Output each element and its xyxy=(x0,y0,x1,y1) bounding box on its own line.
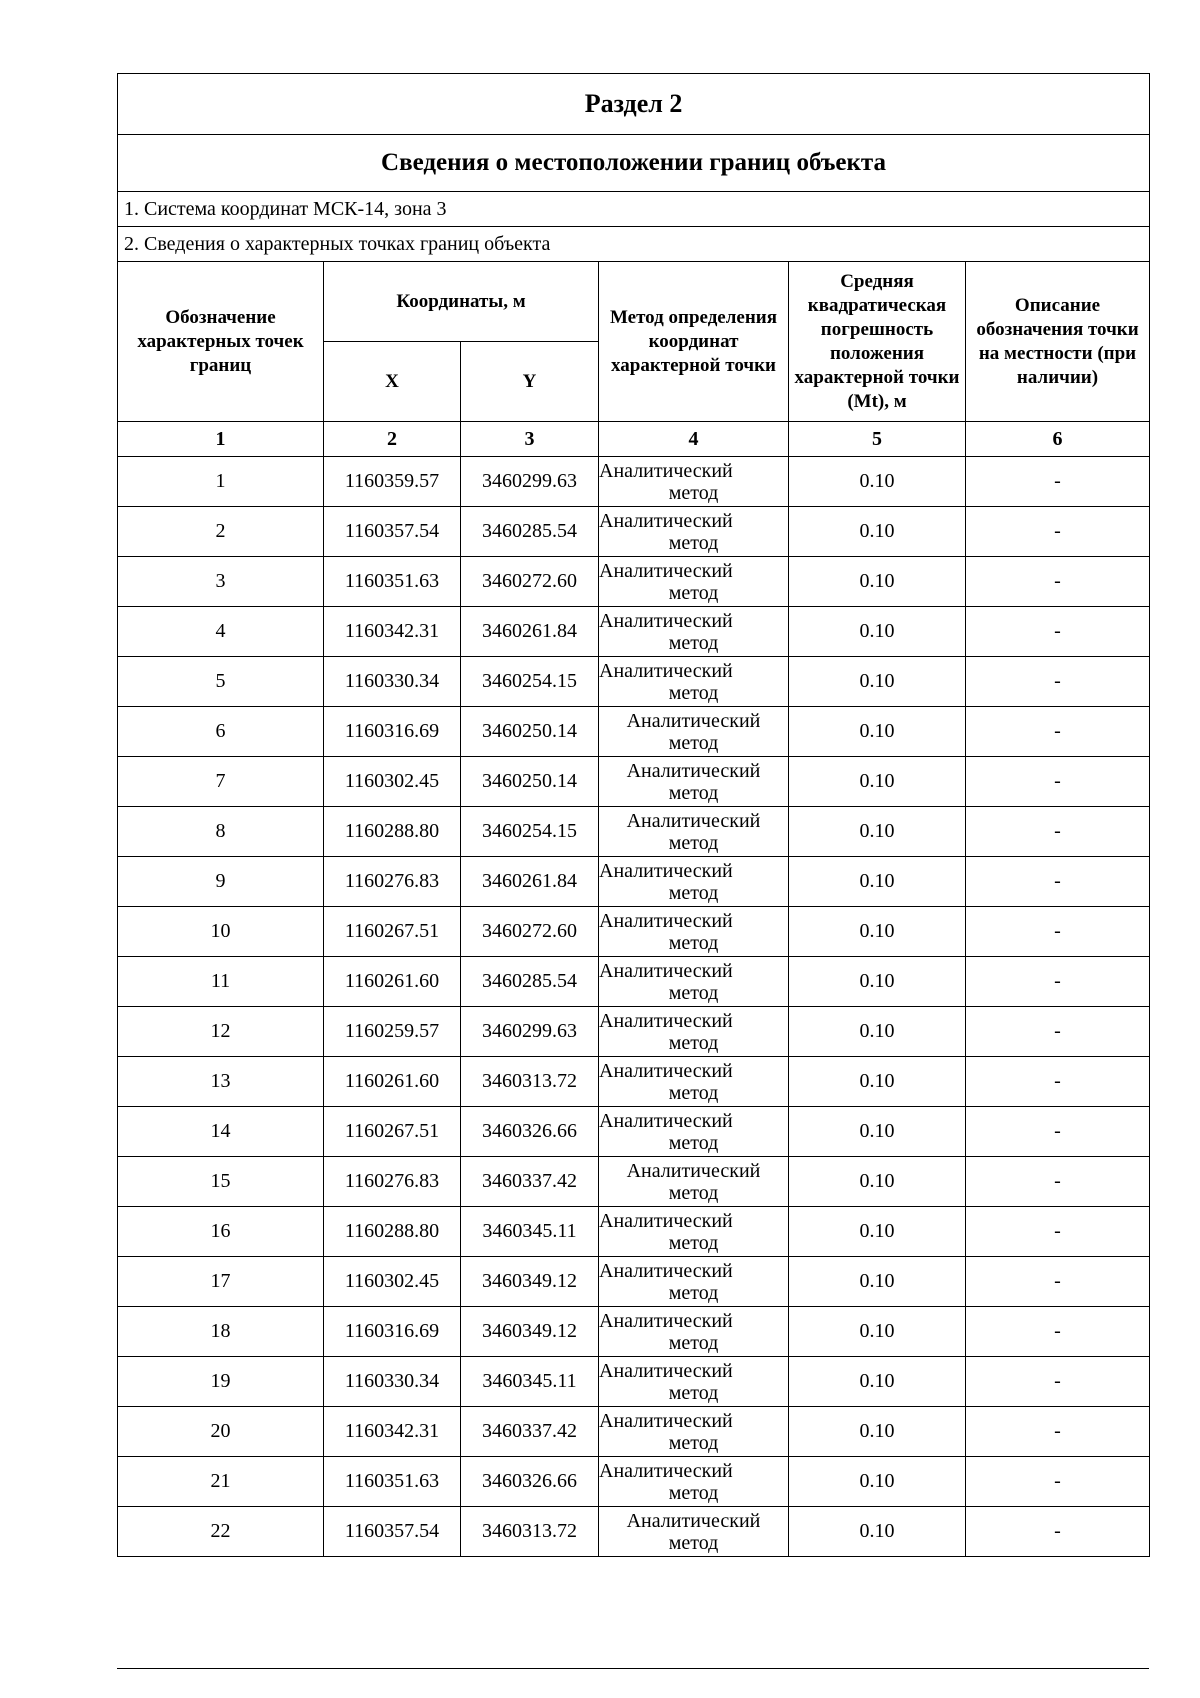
method-line-2: метод xyxy=(668,1331,719,1354)
table-row xyxy=(118,557,1150,607)
description-cell: - xyxy=(966,1507,1150,1557)
method-line-1: Аналитический xyxy=(599,1359,733,1382)
x-coordinate-cell: 1160302.45 xyxy=(324,757,461,807)
method-cell xyxy=(599,557,789,607)
description-cell: - xyxy=(966,807,1150,857)
description-cell: - xyxy=(966,657,1150,707)
x-coordinate-cell: 1160276.83 xyxy=(324,1157,461,1207)
table-row xyxy=(118,457,1150,507)
point-number-cell: 5 xyxy=(118,657,324,707)
y-coordinate-cell: 3460349.12 xyxy=(461,1257,599,1307)
table-row xyxy=(118,1307,1150,1357)
point-number-cell: 21 xyxy=(118,1457,324,1507)
method-cell xyxy=(599,1507,789,1557)
header-y: Y xyxy=(461,342,599,422)
error-cell: 0.10 xyxy=(789,1157,966,1207)
error-cell: 0.10 xyxy=(789,1257,966,1307)
point-number-cell: 3 xyxy=(118,557,324,607)
description-cell: - xyxy=(966,1157,1150,1207)
table-row xyxy=(118,807,1150,857)
page-bottom-rule xyxy=(117,1668,1149,1669)
y-coordinate-cell: 3460250.14 xyxy=(461,707,599,757)
table-row xyxy=(118,1057,1150,1107)
y-coordinate-cell: 3460250.14 xyxy=(461,757,599,807)
table-row xyxy=(118,657,1150,707)
column-number: 5 xyxy=(789,422,966,457)
table-row xyxy=(118,1357,1150,1407)
error-cell: 0.10 xyxy=(789,607,966,657)
error-cell: 0.10 xyxy=(789,907,966,957)
y-coordinate-cell: 3460254.15 xyxy=(461,657,599,707)
description-cell: - xyxy=(966,1457,1150,1507)
header-coordinates: Координаты, м xyxy=(324,262,599,342)
description-cell: - xyxy=(966,1407,1150,1457)
method-line-2: метод xyxy=(668,581,719,604)
description-cell: - xyxy=(966,707,1150,757)
description-cell: - xyxy=(966,857,1150,907)
method-line-2: метод xyxy=(668,731,719,754)
method-cell xyxy=(599,1107,789,1157)
method-cell xyxy=(599,1357,789,1407)
section-label: Раздел 2 xyxy=(118,74,1150,135)
description-cell: - xyxy=(966,557,1150,607)
table-row xyxy=(118,757,1150,807)
column-number: 3 xyxy=(461,422,599,457)
point-number-cell: 4 xyxy=(118,607,324,657)
error-cell: 0.10 xyxy=(789,1307,966,1357)
column-number: 6 xyxy=(966,422,1150,457)
x-coordinate-cell: 1160316.69 xyxy=(324,1307,461,1357)
method-cell xyxy=(599,607,789,657)
point-number-cell: 15 xyxy=(118,1157,324,1207)
table-row xyxy=(118,857,1150,907)
method-line-2: метод xyxy=(668,481,719,504)
table-row xyxy=(118,1157,1150,1207)
column-number: 4 xyxy=(599,422,789,457)
error-cell: 0.10 xyxy=(789,557,966,607)
method-cell xyxy=(599,1307,789,1357)
y-coordinate-cell: 3460272.60 xyxy=(461,907,599,957)
method-line-1: Аналитический xyxy=(599,1309,733,1332)
point-number-cell: 2 xyxy=(118,507,324,557)
header-method: Метод определения координат характерной точки xyxy=(599,262,789,422)
error-cell: 0.10 xyxy=(789,857,966,907)
y-coordinate-cell: 3460326.66 xyxy=(461,1107,599,1157)
method-line-2: метод xyxy=(668,681,719,704)
method-line-2: метод xyxy=(668,1081,719,1104)
method-line-2: метод xyxy=(668,1281,719,1304)
x-coordinate-cell: 1160276.83 xyxy=(324,857,461,907)
x-coordinate-cell: 1160357.54 xyxy=(324,1507,461,1557)
method-line-2: метод xyxy=(668,1231,719,1254)
point-number-cell: 12 xyxy=(118,1007,324,1057)
error-cell: 0.10 xyxy=(789,1357,966,1407)
error-cell: 0.10 xyxy=(789,457,966,507)
method-line-1: Аналитический xyxy=(599,509,733,532)
column-number: 2 xyxy=(324,422,461,457)
method-cell xyxy=(599,507,789,557)
column-number: 1 xyxy=(118,422,324,457)
method-line-1: Аналитический xyxy=(599,909,733,932)
header-designation: Обозначение характерных точек границ xyxy=(118,262,324,422)
method-cell xyxy=(599,1257,789,1307)
x-coordinate-cell: 1160267.51 xyxy=(324,907,461,957)
x-coordinate-cell: 1160267.51 xyxy=(324,1107,461,1157)
error-cell: 0.10 xyxy=(789,1457,966,1507)
point-number-cell: 7 xyxy=(118,757,324,807)
y-coordinate-cell: 3460337.42 xyxy=(461,1407,599,1457)
x-coordinate-cell: 1160316.69 xyxy=(324,707,461,757)
table-row xyxy=(118,1507,1150,1557)
method-cell xyxy=(599,1157,789,1207)
y-coordinate-cell: 3460326.66 xyxy=(461,1457,599,1507)
table-row xyxy=(118,957,1150,1007)
method-line-1: Аналитический xyxy=(599,1259,733,1282)
error-cell: 0.10 xyxy=(789,1207,966,1257)
table-row xyxy=(118,507,1150,557)
method-line-1: Аналитический xyxy=(599,559,733,582)
header-description: Описание обозначения точки на местности (при наличии) xyxy=(966,262,1150,422)
error-cell: 0.10 xyxy=(789,657,966,707)
error-cell: 0.10 xyxy=(789,1507,966,1557)
method-line-2: метод xyxy=(668,1131,719,1154)
table-row xyxy=(118,1107,1150,1157)
method-line-1: Аналитический xyxy=(599,609,733,632)
method-line-1: Аналитический xyxy=(599,1109,733,1132)
method-line-2: метод xyxy=(668,831,719,854)
point-number-cell: 9 xyxy=(118,857,324,907)
method-line-2: метод xyxy=(668,981,719,1004)
description-cell: - xyxy=(966,1107,1150,1157)
method-line-2: метод xyxy=(668,1031,719,1054)
point-number-cell: 6 xyxy=(118,707,324,757)
table-row xyxy=(118,707,1150,757)
x-coordinate-cell: 1160342.31 xyxy=(324,1407,461,1457)
x-coordinate-cell: 1160302.45 xyxy=(324,1257,461,1307)
method-cell xyxy=(599,907,789,957)
x-coordinate-cell: 1160288.80 xyxy=(324,1207,461,1257)
method-cell xyxy=(599,657,789,707)
y-coordinate-cell: 3460349.12 xyxy=(461,1307,599,1357)
point-number-cell: 11 xyxy=(118,957,324,1007)
point-number-cell: 17 xyxy=(118,1257,324,1307)
method-cell xyxy=(599,707,789,757)
description-cell: - xyxy=(966,1207,1150,1257)
method-line-2: метод xyxy=(668,781,719,804)
y-coordinate-cell: 3460313.72 xyxy=(461,1507,599,1557)
y-coordinate-cell: 3460261.84 xyxy=(461,607,599,657)
y-coordinate-cell: 3460313.72 xyxy=(461,1057,599,1107)
description-cell: - xyxy=(966,957,1150,1007)
y-coordinate-cell: 3460261.84 xyxy=(461,857,599,907)
method-line-2: метод xyxy=(668,631,719,654)
error-cell: 0.10 xyxy=(789,507,966,557)
description-cell: - xyxy=(966,457,1150,507)
method-line-2: метод xyxy=(668,1531,719,1554)
error-cell: 0.10 xyxy=(789,707,966,757)
method-cell xyxy=(599,757,789,807)
y-coordinate-cell: 3460254.15 xyxy=(461,807,599,857)
y-coordinate-cell: 3460337.42 xyxy=(461,1157,599,1207)
description-cell: - xyxy=(966,757,1150,807)
column-number-row xyxy=(118,422,1150,457)
error-cell: 0.10 xyxy=(789,1007,966,1057)
method-line-2: метод xyxy=(668,531,719,554)
y-coordinate-cell: 3460299.63 xyxy=(461,457,599,507)
method-cell xyxy=(599,1457,789,1507)
x-coordinate-cell: 1160330.34 xyxy=(324,1357,461,1407)
method-line-1: Аналитический xyxy=(599,859,733,882)
header-error: Средняя квадратическая погрешность положения характерной точки (Mt), м xyxy=(789,262,966,422)
method-cell xyxy=(599,957,789,1007)
error-cell: 0.10 xyxy=(789,757,966,807)
method-line-1: Аналитический xyxy=(599,659,733,682)
method-line-1: Аналитический xyxy=(626,759,761,782)
section-title: Сведения о местоположении границ объекта xyxy=(118,135,1150,192)
header-x: X xyxy=(324,342,461,422)
point-number-cell: 8 xyxy=(118,807,324,857)
x-coordinate-cell: 1160288.80 xyxy=(324,807,461,857)
method-line-1: Аналитический xyxy=(599,959,733,982)
x-coordinate-cell: 1160261.60 xyxy=(324,957,461,1007)
x-coordinate-cell: 1160351.63 xyxy=(324,557,461,607)
point-number-cell: 1 xyxy=(118,457,324,507)
table-row xyxy=(118,907,1150,957)
method-line-1: Аналитический xyxy=(599,1409,733,1432)
y-coordinate-cell: 3460345.11 xyxy=(461,1207,599,1257)
method-cell xyxy=(599,1407,789,1457)
y-coordinate-cell: 3460345.11 xyxy=(461,1357,599,1407)
point-number-cell: 16 xyxy=(118,1207,324,1257)
y-coordinate-cell: 3460272.60 xyxy=(461,557,599,607)
method-line-2: метод xyxy=(668,881,719,904)
point-number-cell: 22 xyxy=(118,1507,324,1557)
error-cell: 0.10 xyxy=(789,1057,966,1107)
point-number-cell: 14 xyxy=(118,1107,324,1157)
y-coordinate-cell: 3460285.54 xyxy=(461,507,599,557)
points-caption-line: 2. Сведения о характерных точках границ объекта xyxy=(118,227,1150,262)
x-coordinate-cell: 1160259.57 xyxy=(324,1007,461,1057)
method-line-2: метод xyxy=(668,1181,719,1204)
method-line-1: Аналитический xyxy=(626,1509,761,1532)
method-cell xyxy=(599,857,789,907)
error-cell: 0.10 xyxy=(789,807,966,857)
table-row xyxy=(118,1457,1150,1507)
boundary-points-document xyxy=(117,73,1150,1557)
method-line-2: метод xyxy=(668,1481,719,1504)
description-cell: - xyxy=(966,1057,1150,1107)
description-cell: - xyxy=(966,607,1150,657)
point-number-cell: 13 xyxy=(118,1057,324,1107)
x-coordinate-cell: 1160357.54 xyxy=(324,507,461,557)
method-cell xyxy=(599,457,789,507)
y-coordinate-cell: 3460299.63 xyxy=(461,1007,599,1057)
error-cell: 0.10 xyxy=(789,957,966,1007)
method-line-2: метод xyxy=(668,931,719,954)
point-number-cell: 10 xyxy=(118,907,324,957)
method-line-1: Аналитический xyxy=(599,1009,733,1032)
description-cell: - xyxy=(966,1007,1150,1057)
error-cell: 0.10 xyxy=(789,1107,966,1157)
x-coordinate-cell: 1160342.31 xyxy=(324,607,461,657)
x-coordinate-cell: 1160330.34 xyxy=(324,657,461,707)
description-cell: - xyxy=(966,507,1150,557)
description-cell: - xyxy=(966,1257,1150,1307)
method-line-2: метод xyxy=(668,1431,719,1454)
table-row xyxy=(118,1407,1150,1457)
table-row xyxy=(118,607,1150,657)
description-cell: - xyxy=(966,1357,1150,1407)
method-cell xyxy=(599,1007,789,1057)
table-row xyxy=(118,1207,1150,1257)
point-number-cell: 18 xyxy=(118,1307,324,1357)
point-number-cell: 20 xyxy=(118,1407,324,1457)
error-cell: 0.10 xyxy=(789,1407,966,1457)
method-line-1: Аналитический xyxy=(599,1459,733,1482)
method-line-1: Аналитический xyxy=(599,1059,733,1082)
x-coordinate-cell: 1160351.63 xyxy=(324,1457,461,1507)
method-line-1: Аналитический xyxy=(626,709,761,732)
x-coordinate-cell: 1160261.60 xyxy=(324,1057,461,1107)
x-coordinate-cell: 1160359.57 xyxy=(324,457,461,507)
method-line-1: Аналитический xyxy=(599,459,733,482)
method-cell xyxy=(599,1057,789,1107)
method-line-1: Аналитический xyxy=(599,1209,733,1232)
table-row xyxy=(118,1007,1150,1057)
description-cell: - xyxy=(966,907,1150,957)
method-line-1: Аналитический xyxy=(626,809,761,832)
point-number-cell: 19 xyxy=(118,1357,324,1407)
method-line-2: метод xyxy=(668,1381,719,1404)
method-cell xyxy=(599,1207,789,1257)
method-line-1: Аналитический xyxy=(626,1159,761,1182)
table-row xyxy=(118,1257,1150,1307)
method-cell xyxy=(599,807,789,857)
description-cell: - xyxy=(966,1307,1150,1357)
coordinate-system-line: 1. Система координат МСК-14, зона 3 xyxy=(118,192,1150,227)
y-coordinate-cell: 3460285.54 xyxy=(461,957,599,1007)
